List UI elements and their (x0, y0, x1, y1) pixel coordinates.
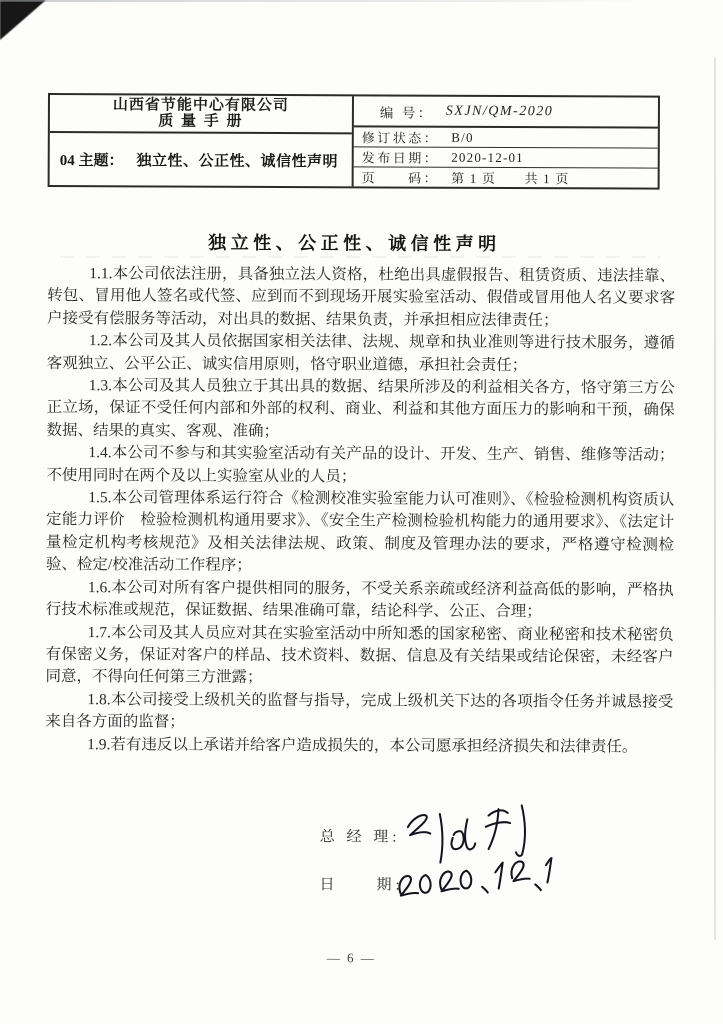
subject-cell (50, 133, 352, 186)
declaration-paragraph-8: 1.8.本公司接受上级机关的监督与指导，完成上级机关下达的各项指令任务并诚恳接受来自各方面的监督； (45, 690, 674, 731)
page-number: — 6 — (326, 950, 376, 966)
page-code-value: 第 1 页 共 1 页 (451, 170, 570, 187)
revision-value: B/0 (451, 129, 474, 145)
revision-cell (354, 127, 658, 147)
general-manager-label: 总 经 理: (319, 829, 401, 846)
declaration-paragraph-2: 1.2.本公司及其人员依据国家相关法律、法规、规章和执业准则等进行技术服务，遵循客观独立、公平公正、诚实信用原则，恪守职业道德，承担社会责任； (46, 332, 675, 374)
manager-signature-handwriting (395, 801, 547, 865)
document-title: 独立性、公正性、诚信性声明 (208, 232, 501, 254)
issue-date-value: 2020-12-01 (451, 149, 524, 165)
declaration-body (45, 263, 675, 759)
subject-value: 独立性、公正性、诚信性声明 (136, 152, 339, 170)
header-table-right-column (354, 96, 658, 187)
doc-number-label: 编 号： (379, 104, 434, 121)
date-label: 日 期: (319, 877, 404, 894)
manual-title: 质 量 手 册 (158, 113, 244, 130)
doc-number-value: SXJN/QM-2020 (445, 103, 554, 119)
company-name: 山西省节能中心有限公司 (112, 97, 289, 115)
issue-date-label: 发布日期： (361, 150, 440, 166)
declaration-paragraph-9: 1.9.若有违反以上承诺并给客户造成损失的，本公司愿承担经济损失和法律责任。 (87, 735, 638, 756)
subject-label: 04 主题： (59, 152, 124, 169)
header-table (48, 93, 660, 190)
doc-number-cell (354, 96, 658, 128)
company-cell (50, 95, 352, 134)
declaration-paragraph-4: 1.4.本公司不参与和其实验室活动有关产品的设计、开发、生产、销售、维修等活动；不使用同时在两个及以上实验室从业的人员； (46, 444, 675, 486)
declaration-paragraph-6: 1.6.本公司对所有客户提供相同的服务，不受关系亲疏或经济利益高低的影响，严格执行技术标准或规范，保证数据、结果准确可靠，结论科学、公正、合理； (45, 578, 674, 621)
declaration-paragraph-5: 1.5.本公司管理体系运行符合《检测校准实验室能力认可准则》、《检验检测机构资质认定能力评价 检验检测机构通用要求》、《安全生产检测检验机构能力的通用要求》、《法定计量检定机构考核规范》及相关法律法规、政策、制度及管理办法的要求，严格遵守检测检验、检定/校准活动工作程序； (45, 489, 675, 575)
date-handwriting (390, 856, 556, 903)
page-code-cell (354, 166, 658, 187)
declaration-paragraph-1: 1.1.本公司依法注册，具备独立法人资格，杜绝出具虚假报告、租赁资质、违法挂靠、转包、冒用他人签名或代签、应到而不到现场开展实验室活动、假借或冒用他人名义要求客户接受有偿服务等活动，对出具的数据、结果负责，并承担相应法律责任； (46, 265, 676, 330)
declaration-paragraph-3: 1.3.本公司及其人员独立于其出具的数据、结果所涉及的利益相关各方，恪守第三方公正立场，保证不受任何内部和外部的权利、商业、利益和其他方面压力的影响和干预，确保数据、结果的真实、客观、准确； (46, 377, 675, 440)
declaration-paragraph-7: 1.7.本公司及其人员应对其在实验室活动中所知悉的国家秘密、商业秘密和技术秘密负有保密义务，保证对客户的样品、技术资料、数据、信息及有关结果或结论保密，未经客户同意，不得向任何第三方泄露； (45, 623, 674, 687)
issue-date-cell (354, 146, 658, 167)
page-code-label: 页 码： (361, 170, 440, 186)
header-table-left-column (50, 95, 354, 186)
revision-label: 修订状态： (361, 130, 440, 146)
